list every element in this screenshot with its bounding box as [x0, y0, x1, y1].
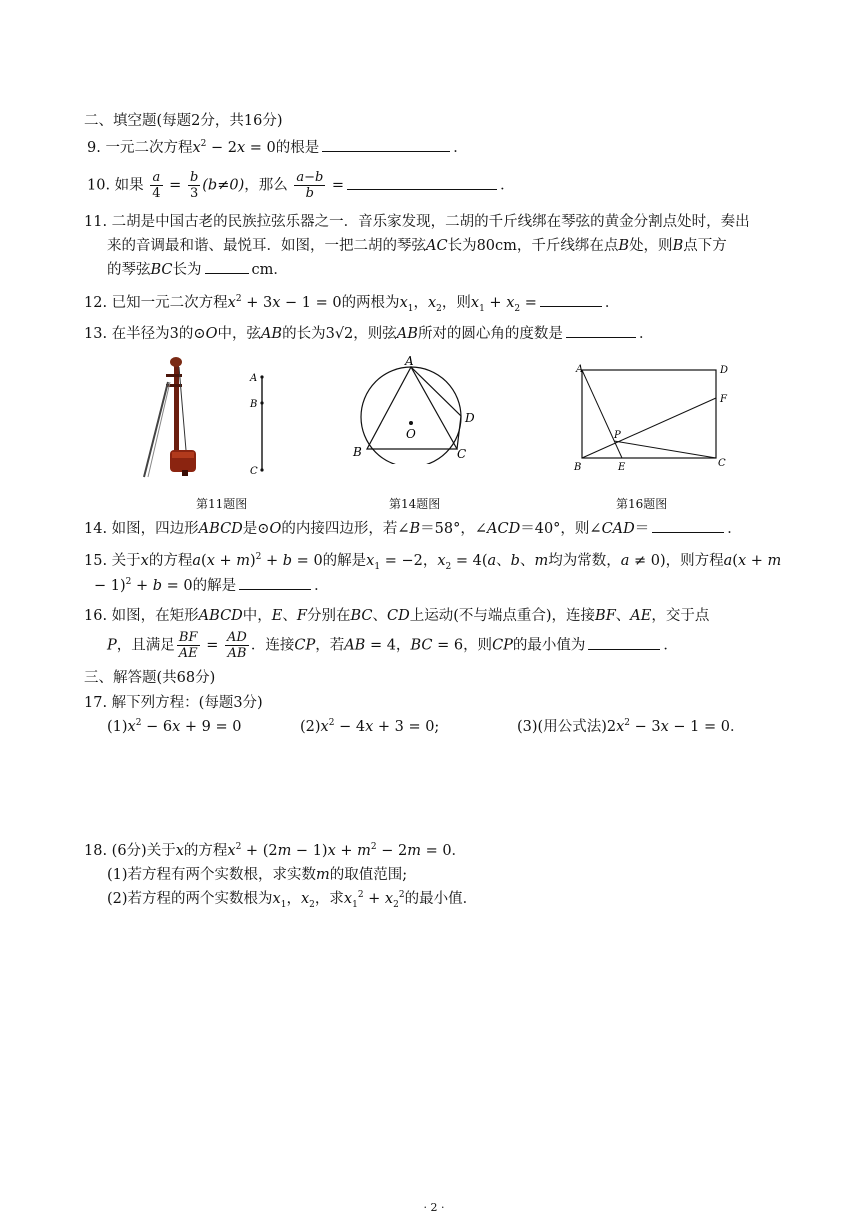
q14-text-1: 如图，四边形 [111, 521, 199, 537]
svg-text:P: P [614, 430, 621, 441]
q16-text-2: 中， [242, 608, 272, 624]
q18-number: 18. [84, 843, 108, 859]
q17-text: 解下列方程：(每题3分) [111, 695, 263, 711]
q13-text-4: 的长为 [282, 326, 326, 342]
q15-text-5: ，则方程 [665, 553, 724, 569]
q16-text-9: ，则 [463, 637, 493, 654]
q14-text-2: 是⊙ [242, 521, 270, 537]
svg-text:E: E [618, 462, 626, 473]
q18-sub-2-text-3: 的最小值． [404, 891, 478, 907]
q12-text-2: 的两根为 [341, 295, 400, 311]
q11-text-1: 二胡是中国古老的民族拉弦乐器之一．音乐家发现，二胡的千斤线绑在琴弦的黄金分割点处时，奏出 [111, 214, 750, 230]
q11-text-2a: 来的音调最和谐、最悦耳．如图，一把二胡的琴弦 [107, 238, 426, 254]
fraction-bf-over-ae: $\frac{BF}{AE}$ [178, 630, 198, 661]
section2-heading: 二、填空题(每题2分，共16分) [84, 113, 283, 129]
q10-answer-blank[interactable] [347, 175, 497, 190]
q15-text-2: 的方程 [148, 553, 193, 569]
q11-number: 11. [84, 214, 108, 230]
q18-sub-1-text-2: 的取值范围; [329, 867, 408, 883]
q11-text-2e: 处，则 [629, 238, 673, 254]
q13-text-3: 中，弦 [217, 326, 261, 342]
q15-text-4: 均为常数， [548, 553, 621, 569]
q10-text: 如果 [114, 177, 144, 194]
q16-text-3: 分别在 [306, 608, 351, 624]
q17-part-2-label: (2) [300, 719, 321, 735]
segment-cp [614, 441, 716, 458]
question-11-line2: 来的音调最和谐、最悦耳．如图，一把二胡的琴弦AC长为80cm，千斤线绑在点B处，则B点下方 [107, 238, 727, 254]
q9-answer-blank[interactable] [322, 137, 450, 152]
q17-part-3: (3)(用公式法)$2x^2 - 3x - 1 = 0$． [517, 718, 745, 735]
q16-text-8: ，若 [315, 637, 345, 654]
q16-number: 16. [84, 608, 108, 624]
question-9: 9. 一元二次方程$x^2 - 2x = 0$的根是 ． [87, 137, 468, 159]
q17-part-3-label: (3)(用公式法) [517, 719, 607, 735]
svg-text:F: F [720, 394, 727, 405]
q15-text-1: 关于 [111, 553, 141, 569]
q17-part-1-label: (1) [107, 719, 128, 735]
point-b-label: B [250, 399, 258, 410]
svg-text:C: C [457, 447, 467, 461]
q16-answer-blank[interactable] [588, 635, 660, 650]
q12-number: 12. [84, 295, 108, 311]
q15-number: 15. [84, 553, 108, 569]
svg-text:D: D [720, 365, 729, 376]
figure-11-erhu [130, 352, 280, 487]
q15-text-3: 的解是 [322, 553, 367, 569]
q17-number: 17. [84, 695, 108, 711]
q10-text-2: ，那么 [244, 177, 288, 194]
question-10: 10. 如果 $\frac{a}{4}$ = $\frac{b}{3}$ (b≠0)，那么 $\frac{a-b}{b}$ = ． [87, 170, 515, 201]
q12-answer-blank[interactable] [540, 292, 602, 307]
question-17 [84, 692, 263, 714]
q10-condition: (b≠0) [202, 177, 245, 194]
q9-number: 9. [87, 140, 101, 156]
fraction-a-minus-b-over-b: $\frac{a-b}{b}$ [296, 170, 324, 201]
q11-text-3c: cm． [251, 262, 288, 278]
q11-text-2c: 80cm [476, 238, 517, 254]
question-16-line1: 16. 如图，在矩形ABCD中，E、F分别在BC、CD上运动(不与端点重合)，连接BF、AE，交于点 [84, 608, 710, 624]
q15-text-6: 的解是 [192, 578, 237, 594]
figure-14-caption: 第14题图 [389, 497, 441, 511]
fraction-b-over-3: $\frac{b}{3}$ [189, 170, 199, 201]
q17-part-1: $(1)x^2 - 6x + 9 = 0$ [107, 718, 242, 735]
segment-bf [582, 398, 716, 458]
q16-text-7: ．连接 [250, 637, 295, 654]
q18-sub-2-text-2: ，求 [314, 891, 344, 907]
q11-text-2d: ，千斤线绑在点 [516, 238, 619, 254]
segment-ae [582, 370, 622, 458]
q18-sub-1: (1)若方程有两个实数根，求实数m的取值范围; [107, 867, 408, 883]
q11-text-3a: 的琴弦 [107, 262, 151, 278]
question-14: 14. 如图，四边形ABCD是⊙O的内接四边形，若∠B＝58°，∠ACD＝40°，则∠CAD＝ ． [84, 518, 742, 540]
svg-text:D: D [465, 411, 475, 425]
q9-text-2: 的根是 [275, 140, 320, 156]
q18-text-2: 的方程 [183, 843, 228, 859]
q15-answer-blank[interactable] [239, 575, 311, 590]
q13-text-6: 所对的圆心角的度数是 [417, 326, 563, 342]
question-15-line2: − 1)$^2$ + b = 0的解是 ． [94, 575, 329, 597]
q12-text-3: ，则 [441, 295, 471, 311]
q14-answer-blank[interactable] [652, 518, 724, 533]
question-15-line1: 15. 关于x的方程$a(x + m)^2 + b = 0$的解是$x_1 = -2$，$x_2 = 4(a$、b、m均为常数，a ≠ 0)，则方程a(x + m [84, 552, 782, 572]
q14-text-5: ＝40°，则∠ [520, 521, 602, 537]
figure-16-rectangle [570, 360, 735, 475]
q13-radius: 3 [169, 326, 179, 342]
point-c-label: C [250, 466, 258, 477]
svg-text:B: B [574, 462, 582, 473]
q12-text: 已知一元二次方程 [111, 295, 228, 311]
svg-text:B: B [353, 445, 362, 459]
q14-number: 14. [84, 521, 108, 537]
q16-text-4: 上运动(不与端点重合)，连接 [409, 608, 596, 624]
q13-text-2: 的⊙ [178, 326, 206, 342]
q13-text-1: 在半径为 [111, 326, 170, 342]
q10-number: 10. [87, 177, 111, 194]
svg-text:A: A [405, 354, 414, 368]
q11-answer-blank[interactable] [205, 259, 249, 274]
question-16-line2: P，且满足 $\frac{BF}{AE}$ = $\frac{AD}{AB}$ ．连接CP，若AB = 4，BC = 6，则CP的最小值为 ． [107, 630, 678, 661]
q18-sub-2: (2)若方程的两个实数根为$x_1$，$x_2$，求$x_1^2 + x_2^2$的最小值． [107, 890, 478, 910]
q16-text-10: 的最小值为 [512, 637, 586, 654]
svg-text:C: C [718, 458, 726, 469]
erhu-instrument-illustration [144, 357, 196, 477]
q14-text-6: ＝ [634, 521, 650, 537]
q11-text-2b: 长为 [447, 238, 477, 254]
q11-text-2f: 点下方 [683, 238, 727, 254]
question-11-line3: 的琴弦BC长为 cm． [107, 259, 288, 281]
section3-heading: 三、解答题(共68分) [84, 670, 216, 686]
question-12: 12. 已知一元二次方程$x^2 + 3x - 1 = 0$的两根为$x_1$，$x_2$，则$x_1 + x_2$ = ． [84, 292, 619, 314]
fraction-a-over-4: $\frac{a}{4}$ [152, 170, 161, 201]
q13-text-5: ，则弦 [353, 326, 397, 342]
q13-number: 13. [84, 326, 108, 342]
point-a-label: A [250, 373, 258, 384]
q9-text: 一元二次方程 [105, 140, 193, 156]
q14-text-4: ＝58°，∠ [420, 521, 488, 537]
q13-answer-blank[interactable] [566, 323, 636, 338]
svg-text:O: O [406, 427, 416, 441]
q14-text-3: 的内接四边形，若∠ [281, 521, 410, 537]
q18-sub-2-text: (2)若方程的两个实数根为 [107, 891, 273, 907]
figure-14-circle [345, 352, 485, 464]
q16-text-1: 如图，在矩形 [111, 608, 199, 624]
question-13: 13. 在半径为3的⊙O中，弦AB的长为3√2，则弦AB所对的圆心角的度数是 ． [84, 323, 653, 345]
q17-part-2: $(2)x^2 - 4x + 3 = 0$; [300, 718, 440, 735]
figure-11-caption: 第11题图 [196, 497, 248, 511]
q16-text-6: ，且满足 [116, 637, 175, 654]
question-11-line1 [84, 211, 750, 233]
q11-text-3b: 长为 [172, 262, 202, 278]
question-18: 18. (6分)关于x的方程$x^2 + (2m - 1)x + m^2 - 2m = 0$． [84, 842, 467, 859]
svg-text:A: A [576, 364, 584, 375]
page-number: · 2 · [423, 1201, 445, 1214]
q18-sub-1-text: (1)若方程有两个实数根，求实数 [107, 867, 317, 883]
fraction-ad-over-ab: $\frac{AD}{AB}$ [227, 630, 247, 661]
figure-16-caption: 第16题图 [616, 497, 668, 511]
q16-text-5: ，交于点 [651, 608, 710, 624]
q18-text-1: (6分)关于 [111, 843, 176, 859]
